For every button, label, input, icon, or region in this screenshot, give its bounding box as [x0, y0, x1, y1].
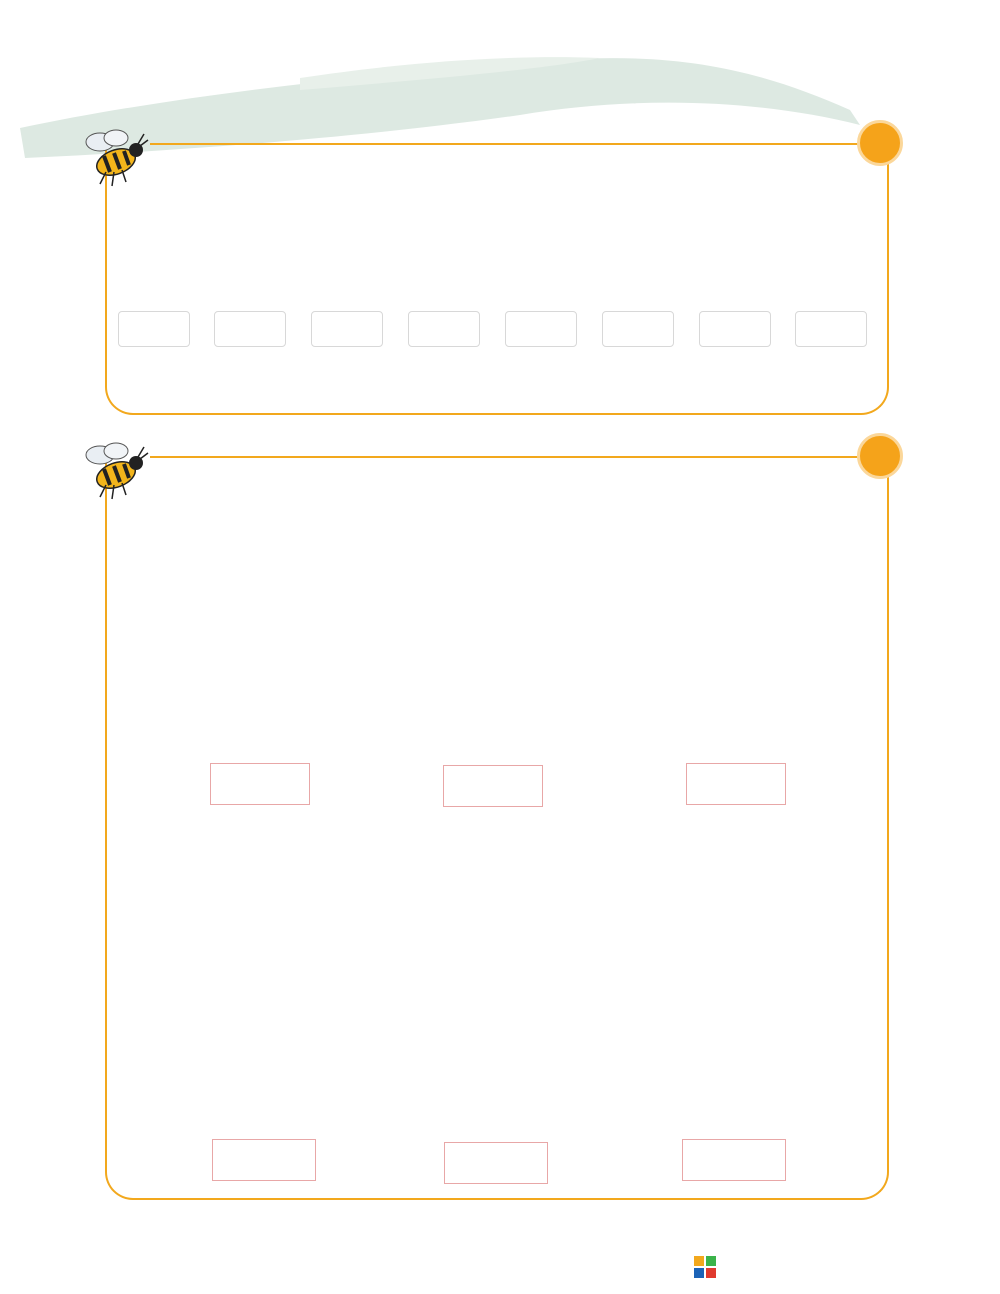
brand-icon: [694, 1256, 716, 1278]
brand-icon-tile: [706, 1256, 716, 1266]
ex4-frame: [105, 143, 889, 415]
bee-icon: [82, 126, 150, 188]
brand-icon-tile: [694, 1268, 704, 1278]
ex5-frame: [105, 456, 889, 1200]
brand-icon-tile: [694, 1256, 704, 1266]
ex4-answer-slot[interactable]: [311, 311, 383, 347]
ex5-badge: [857, 433, 903, 479]
brand-logo[interactable]: [694, 1256, 720, 1278]
read-answer-box[interactable]: [210, 763, 310, 805]
bee-icon: [82, 439, 150, 501]
brand-icon-tile: [706, 1268, 716, 1278]
read-answer-box[interactable]: [443, 765, 543, 807]
build-answer-box: [444, 1142, 548, 1184]
ex4-answer-slot[interactable]: [214, 311, 286, 347]
ex4-answer-slot[interactable]: [505, 311, 577, 347]
ex4-answer-slot[interactable]: [408, 311, 480, 347]
read-answer-box[interactable]: [686, 763, 786, 805]
ex4-answer-slot[interactable]: [602, 311, 674, 347]
ex4-answer-slot[interactable]: [118, 311, 190, 347]
build-answer-box: [212, 1139, 316, 1181]
build-answer-box: [682, 1139, 786, 1181]
ex4-answer-slot[interactable]: [795, 311, 867, 347]
ex4-answer-slot[interactable]: [699, 311, 771, 347]
ex4-badge: [857, 120, 903, 166]
